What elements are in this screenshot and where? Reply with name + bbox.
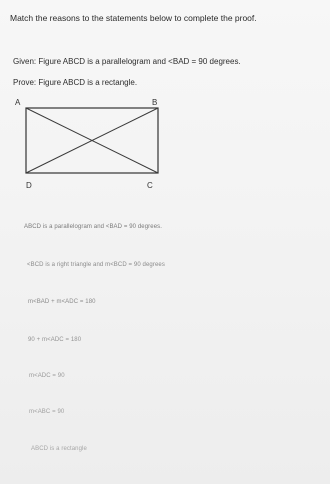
vertex-label-b: B [152, 98, 158, 107]
statement-item[interactable]: m<ADC = 90 [29, 373, 65, 379]
statement-item[interactable]: m<BAD + m<ADC = 180 [28, 299, 96, 305]
instruction-text: Match the reasons to the statements below to complete the proof. [10, 13, 257, 23]
statement-item[interactable]: 90 + m<ADC = 180 [28, 337, 82, 343]
statement-item[interactable]: ABCD is a rectangle [31, 446, 87, 452]
prove-statement: Prove: Figure ABCD is a rectangle. [13, 78, 138, 87]
statement-item[interactable]: ABCD is a parallelogram and <BAD = 90 degrees. [24, 224, 163, 230]
statement-item[interactable]: <BCD is a right triangle and m<BCD = 90 degrees [27, 262, 165, 268]
given-statement: Given: Figure ABCD is a parallelogram and <BAD = 90 degrees. [13, 57, 241, 66]
vertex-label-a: A [15, 98, 21, 107]
statement-item[interactable]: m<ABC = 90 [29, 409, 65, 415]
vertex-label-c: C [147, 181, 153, 190]
vertex-label-d: D [26, 181, 32, 190]
